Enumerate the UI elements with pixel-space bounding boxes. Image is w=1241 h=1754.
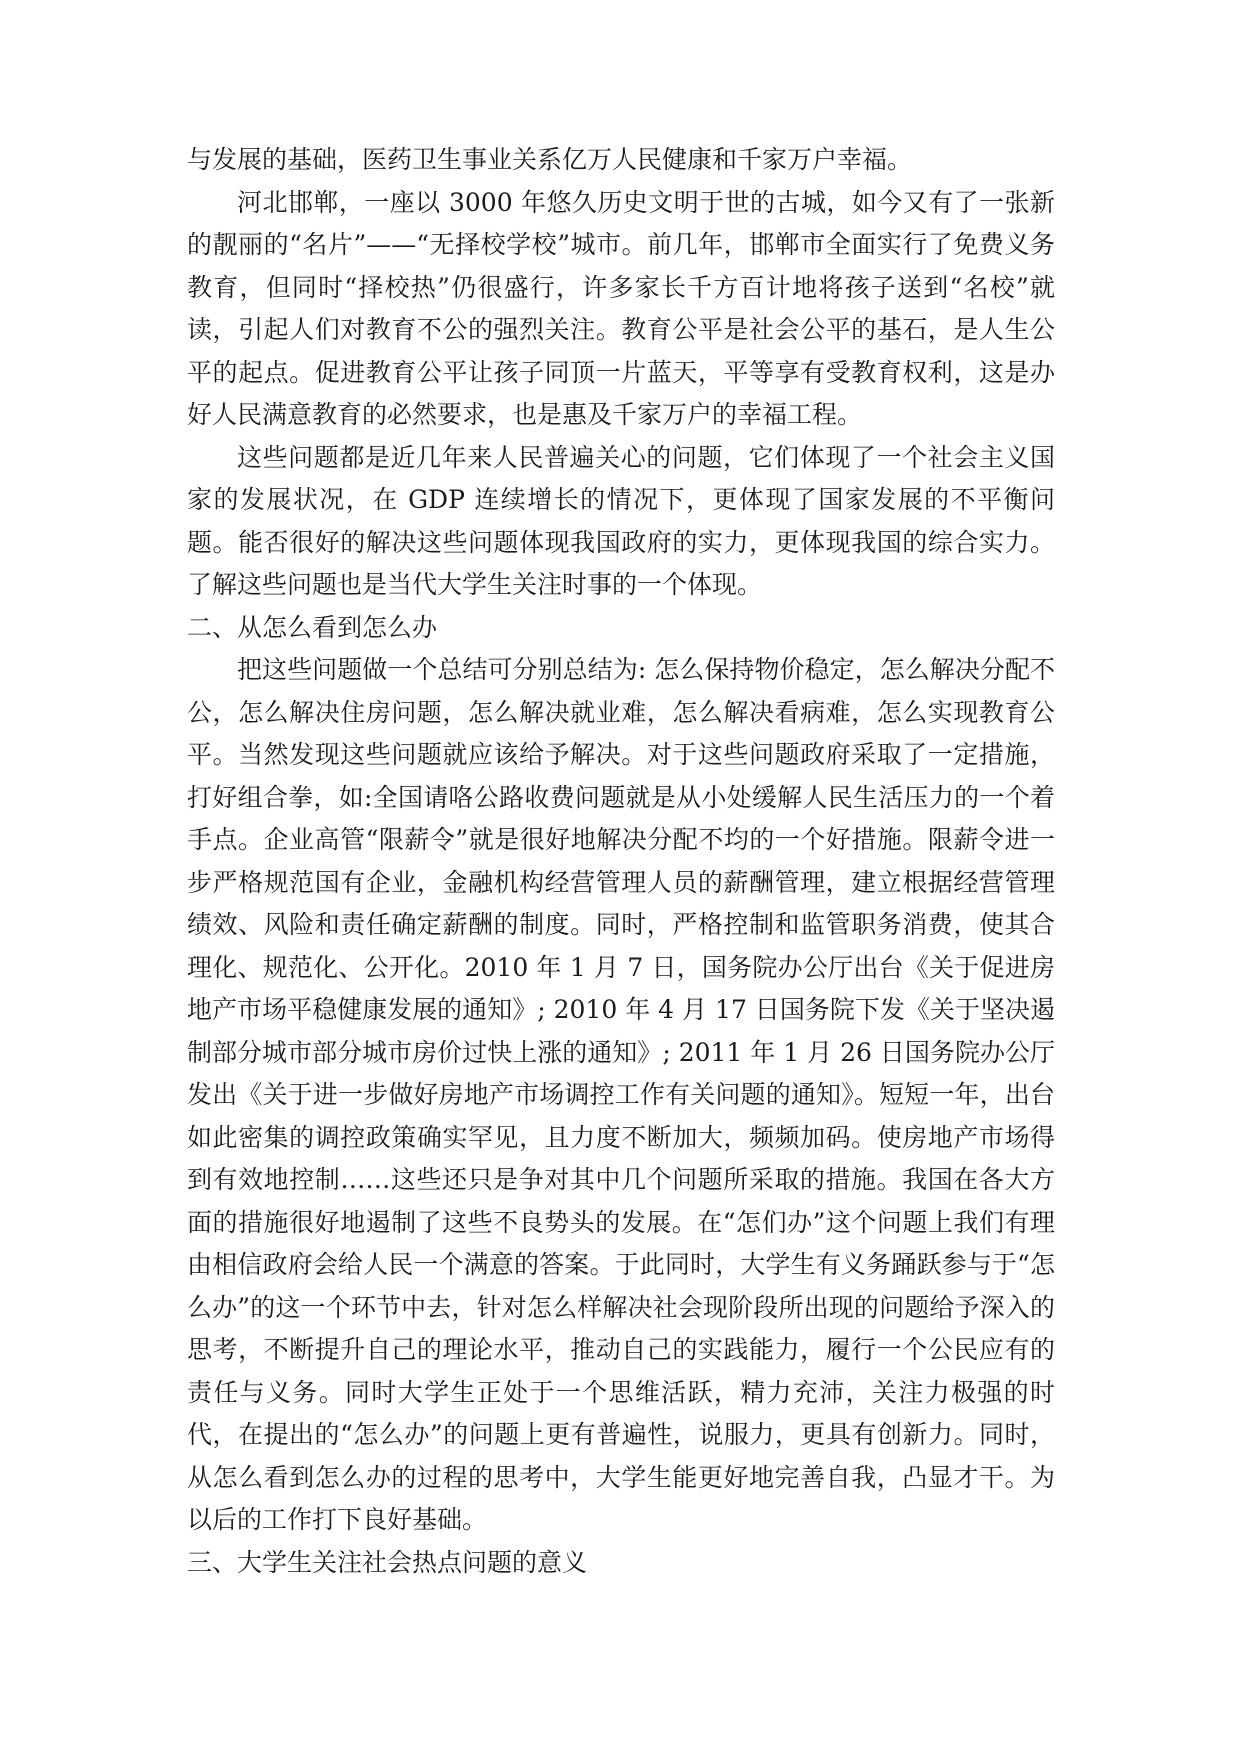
section-heading-3: 三、大学生关注社会热点问题的意义 xyxy=(187,1547,588,1577)
section-heading-2: 二、从怎么看到怎么办 xyxy=(187,612,438,642)
paragraph-continuation: 与发展的基础，医药卫生事业关系亿万人民健康和千家万户幸福。 xyxy=(187,145,913,174)
paragraph-issues-summary: 这些问题都是近几年来人民普遍关心的问题，它们体现了一个社会主义国家的发展状况，在 GDP 连续增长的情况下，更体现了国家发展的不平衡问题。能否很好的解决这些问题体现我国政府的实力，更体现我国的综合实力。了解这些问题也是当代大学生关注时事的一个体现。 xyxy=(187,442,1055,599)
document-body xyxy=(187,139,1055,1584)
paragraph-how-to-act: 把这些问题做一个总结可分别总结为: 怎么保持物价稳定，怎么解决分配不公，怎么解决住房问题，怎么解决就业难，怎么解决看病难，怎么实现教育公平。当然发现这些问题就应该给予解决。对于这些问题政府采取了一定措施，打好组合拳，如:全国请咯公路收费问题就是从小处缓解人民生活压力的一个着手点。企业高管“限薪令”就是很好地解决分配不均的一个好措施。限薪令进一步严格规范国有企业，金融机构经营管理人员的薪酬管理，建立根据经营管理绩效、风险和责任确定薪酬的制度。同时，严格控制和监管职务消费，使其合理化、规范化、公开化。2010 年 1 月 7 日，国务院办公厅出台《关于促进房地产市场平稳健康发展的通知》; 2010 年 4 月 17 日国务院下发《关于坚决遏制部分城市部分城市房价过快上涨的通知》; 2011 年 1 月 26 日国务院办公厅发出《关于进一步做好房地产市场调控工作有关问题的通知》。短短一年，出台如此密集的调控政策确实罕见，且力度不断加大，频频加码。使房地产市场得到有效地控制……这些还只是争对其中几个问题所采取的措施。我国在各大方面的措施很好地遏制了这些不良势头的发展。在“怎们办”这个问题上我们有理由相信政府会给人民一个满意的答案。于此同时，大学生有义务踊跃参与于“怎么办”的这一个环节中去，针对怎么样解决社会现阶段所出现的问题给予深入的思考，不断提升自己的理论水平，推动自己的实践能力，履行一个公民应有的责任与义务。同时大学生正处于一个思维活跃，精力充沛，关注力极强的时代，在提出的“怎么办”的问题上更有普遍性，说服力，更具有创新力。同时，从怎么看到怎么办的过程的思考中，大学生能更好地完善自我，凸显才干。为以后的工作打下良好基础。 xyxy=(187,655,1055,1534)
paragraph-handan-education: 河北邯郸，一座以 3000 年悠久历史文明于世的古城，如今又有了一张新的靓丽的“名片”——“无择校学校”城市。前几年，邯郸市全面实行了免费义务教育，但同时“择校热”仍很盛行，许多家长千方百计地将孩子送到“名校”就读，引起人们对教育不公的强烈关注。教育公平是社会公平的基石，是人生公平的起点。促进教育公平让孩子同顶一片蓝天，平等享有受教育权利，这是办好人民满意教育的必然要求，也是惠及千家万户的幸福工程。 xyxy=(187,187,1055,429)
